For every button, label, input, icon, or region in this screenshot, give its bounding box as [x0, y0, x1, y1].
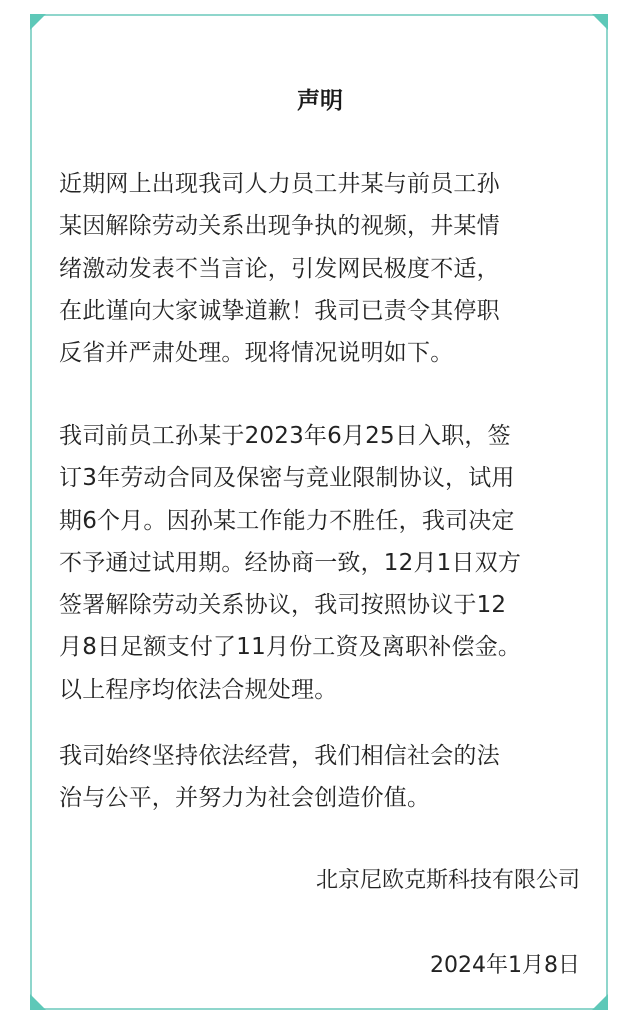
signature-company: 北京尼欧克斯科技有限公司 — [315, 868, 580, 893]
paragraph-apology: 近期网上出现我司人力员工井某与前员工孙 某因解除劳动关系出现争执的视频，井某情 绪激动发表不当言论，引发网民极度不适， 在此谨向大家诚挚道歉！我司已责令其停职 反省并严肃处理。现将情况说明如下。 — [59, 171, 500, 367]
paragraph-facts: 我司前员工孙某于2023年6月25日入职，签 订3年劳动合同及保密与竞业限制协议，试用 期6个月。因孙某工作能力不胜任，我司决定 不予通过试用期。经协商一致，12月1日双方 签署解除劳动关系协议，我司按照协议于12 月8日足额支付了11月份工资及离职补偿金。 以上程序均依法合规处理。 — [59, 423, 522, 703]
paragraph-commitment: 我司始终坚持依法经营，我们相信社会的法 治与公平，并努力为社会创造价值。 — [59, 743, 500, 812]
signature-date: 2024年1月8日 — [430, 953, 580, 978]
corner-decoration-bottom-right — [592, 994, 608, 1010]
corner-decoration-bottom-left — [30, 994, 46, 1010]
corner-decoration-top-right — [592, 14, 608, 30]
statement-title: 声明 — [297, 88, 343, 114]
corner-decoration-top-left — [30, 14, 46, 30]
